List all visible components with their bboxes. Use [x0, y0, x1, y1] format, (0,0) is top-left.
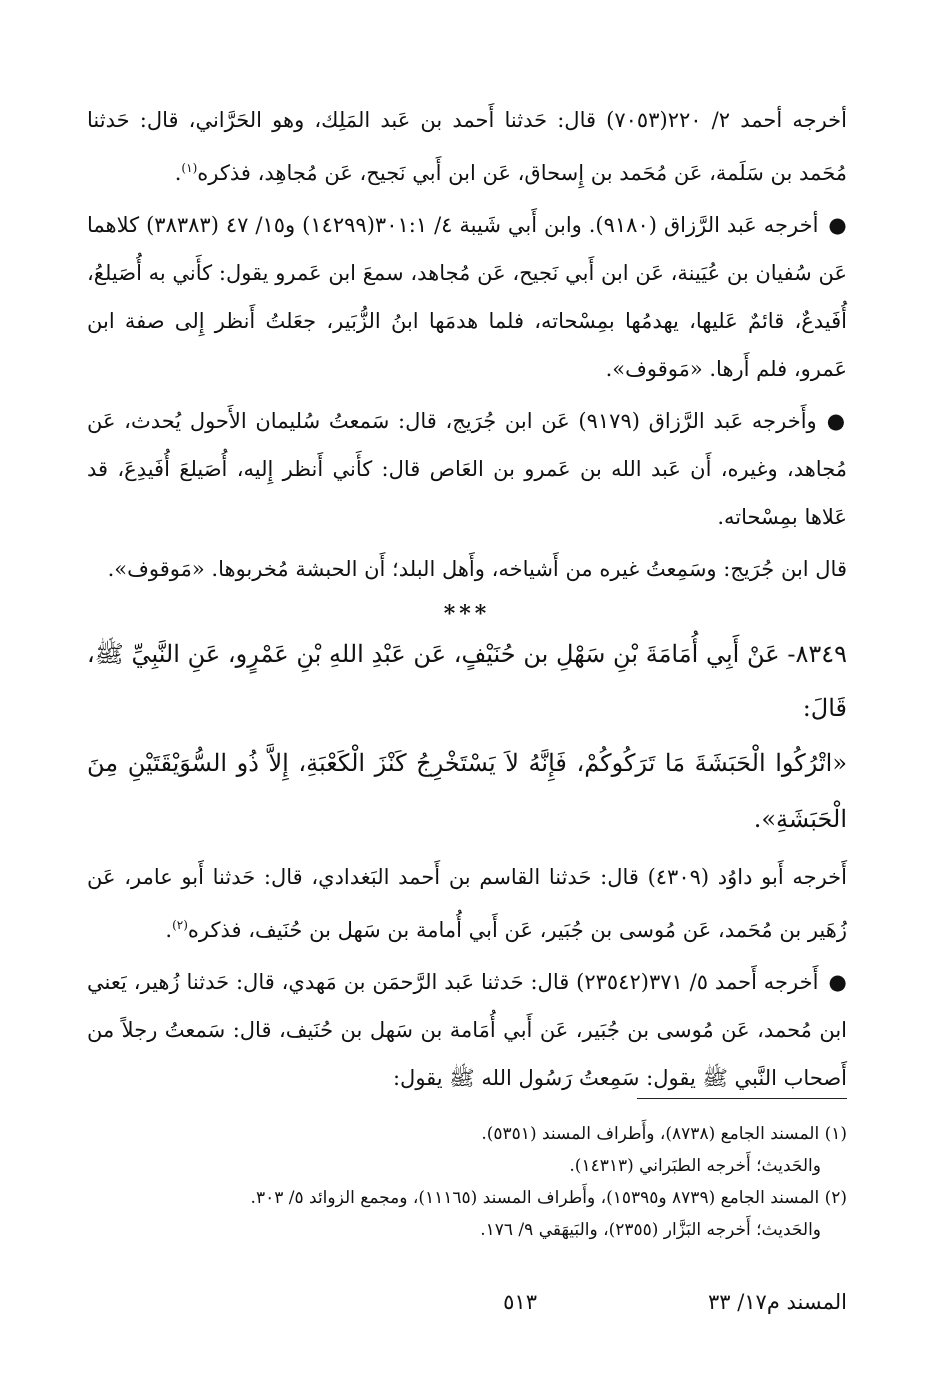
bullet-icon: ●: [826, 409, 848, 433]
footnote-1-continuation: والحَديث؛ أَخرجه الطبَراني (١٤٣١٣).: [569, 1156, 821, 1176]
footnote-2: (٢) المسند الجامع (٨٧٣٩ و١٥٣٩٥)، وأَطراف المسند (١١١٦٥)، ومجمع الزوائد ٥/ ٣٠٣.: [250, 1188, 847, 1208]
page-footer: [87, 1290, 847, 1326]
section-separator: ***: [443, 601, 491, 627]
paragraph-text: أَخرجه أَبو داوُد (٤٣٠٩) قال: حَدثنا القاسم بن أَحمد البَغدادي، قال: حَدثنا أَبو عامر، عَن زُهَير بن مُحَمد، عَن مُوسى بن جُبَير، عَن أَبي أُمامة بن سَهل بن حُنَيف، فذكره: [87, 865, 847, 942]
footnote-1: (١) المسند الجامع (٨٧٣٨)، وأَطراف المسند (٥٣٥١).: [481, 1124, 847, 1144]
footnote-ref-2[interactable]: (٢): [172, 918, 188, 932]
page-body: [87, 96, 847, 1106]
paragraph-abdurrazzaq-takhrij: [87, 201, 847, 393]
footnote-ref-1[interactable]: (١): [181, 161, 198, 175]
footnote-divider: [637, 1098, 847, 1099]
paragraph-text: أخرجه أحمد ٢/ ٢٢٠(٧٠٥٣) قال: حَدثنا أَحمد بن عَبد المَلِك، وهو الحَرَّاني، قال: حَدثنا مُحَمد بن سَلَمة، عَن مُحَمد بن إِسحاق، عَن ابن أَبي نَجيح، عَن مُجاهِد، فذكره: [87, 108, 847, 185]
paragraph-ibn-jurayj-takhrij: [87, 397, 847, 541]
paragraph-text: أخرجه عَبد الرَّزاق (٩١٨٠). وابن أَبي شَيبة ٤/ ٣٠١:١(١٤٢٩٩) و١٥/ ٤٧ (٣٨٣٨٣) كلاهما عَن سُفيان بن عُيَينة، عَن ابن أَبي نَجيح، عَن مُجاهد، سمعَ ابن عَمرو يقول: كأَني به أُصَيلعُ، أُفَيدعٌ، قائمٌ عَليها، يهدمُها بمِسْحاته، فلما هدمَها ابنُ الزُّبَير، جعَلتُ أَنظر إِلى صفة ابن عَمرو، فلم أَرها. «مَوقوف».: [87, 213, 847, 381]
hadith-isnad: ٨٣٤٩- عَنْ أَبِي أُمَامَةَ بْنِ سَهْلِ بن حُنَيْفٍ، عَن عَبْدِ اللهِ بْنِ عَمْرٍو، عَنِ النَّبِيِّ ﷺ، قَالَ:: [87, 640, 847, 722]
running-title: المسند م١٧/ ٣٣: [707, 1290, 847, 1314]
bullet-icon: ●: [828, 970, 847, 994]
footnotes: [87, 1118, 847, 1246]
paragraph-text: أَخرجه أَحمد ٥/ ٣٧١(٢٣٥٤٢) قال: حَدثنا عَبد الرَّحمَن بن مَهدي، قال: حَدثنا زُهير، يَعني ابن مُحمد، عَن مُوسى بن جُبَير، عَن أَبي أُمَامة بن سَهل بن حُنَيف، قال: سَمعتُ رجلاً من أَصحاب النَّبي ﷺ يقول: سَمِعتُ رَسُول الله ﷺ يقول:: [87, 970, 847, 1090]
paragraph-text: قال ابن جُرَيج: وسَمِعتُ غيره من أَشياخه، وأَهل البلد؛ أَن الحبشة مُخربوها. «مَوقوف».: [107, 557, 847, 581]
hadith-matn: «اتْرُكُوا الْحَبَشَةَ مَا تَرَكُوكُمْ، فَإِنَّهُ لاَ يَسْتَخْرِجُ كَنْزَ الْكَعْبَةِ، إِلاَّ ذُو السُّوَيْقَتَيْنِ مِنَ الْحَبَشَةِ».: [87, 749, 847, 833]
bullet-icon: ●: [828, 213, 848, 237]
page-number: ٥١٣: [503, 1290, 537, 1314]
paragraph-abu-dawud-takhrij: أَخرجه أَبو داوُد (٤٣٠٩) قال: حَدثنا القاسم بن أَحمد البَغدادي، قال: حَدثنا أَبو عامر، عَن زُهَير بن مُحَمد، عَن مُوسى بن جُبَير، عَن أَبي أُمامة بن سَهل بن حُنَيف، فذكره$^{(٢)}$.: [87, 865, 847, 942]
paragraph-ahmad-takhrij: أخرجه أحمد ٢/ ٢٢٠(٧٠٥٣) قال: حَدثنا أَحمد بن عَبد المَلِك، وهو الحَرَّاني، قال: حَدثنا مُحَمد بن سَلَمة، عَن مُحَمد بن إِسحاق، عَن ابن أَبي نَجيح، عَن مُجاهِد، فذكره$^{(١)}$.: [87, 108, 847, 185]
paragraph-ahmad-takhrij-2: [87, 958, 847, 1102]
footnote-2-continuation: والحَديث؛ أَخرجه البَزَّار (٢٣٥٥)، والبَيهَقي ٩/ ١٧٦.: [480, 1220, 821, 1240]
paragraph-ibn-jurayj-note: [87, 545, 847, 593]
paragraph-text: وأَخرجه عَبد الرَّزاق (٩١٧٩) عَن ابن جُرَيج، قال: سَمعتُ سُليمان الأَحول يُحدث، عَن مُجاهد، وغيره، أَن عَبد الله بن عَمرو بن العَاص قال: كأَني أَنظر إِليه، أُصَيلعَ أُفَيدِعَ، قد عَلاها بمِسْحاته.: [87, 409, 847, 529]
